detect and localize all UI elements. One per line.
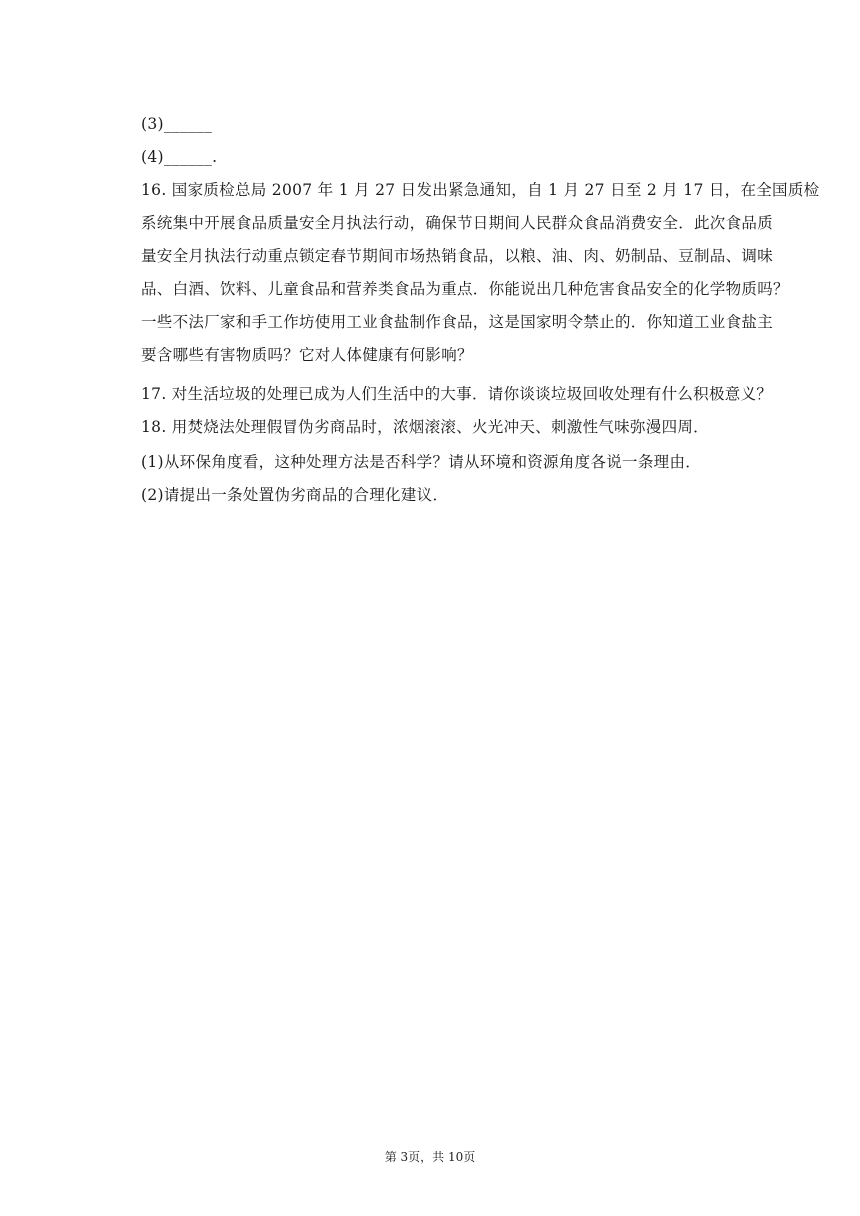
question-18-stem: 18. 用焚烧法处理假冒伪劣商品时，浓烟滚滚、火光冲天、刺激性气味弥漫四周． xyxy=(141,418,709,436)
question-16-line: 一些不法厂家和手工作坊使用工业食盐制作食品，这是国家明令禁止的．你知道工业食盐主 xyxy=(141,313,774,331)
answer-blank-3: (3)______ xyxy=(141,115,213,133)
page-number-footer: 第 3页，共 10页 xyxy=(384,1150,476,1164)
question-16-line: 品、白酒、饮料、儿童食品和营养类食品为重点．你能说出几种危害食品安全的化学物质吗？ xyxy=(141,280,789,298)
question-18-part-1: (1)从环保角度看，这种处理方法是否科学？请从环境和资源角度各说一条理由． xyxy=(141,453,702,471)
question-17: 17. 对生活垃圾的处理已成为人们生活中的大事．请你谈谈垃圾回收处理有什么积极意义？ xyxy=(141,385,773,403)
question-18-part-2: (2)请提出一条处置伪劣商品的合理化建议． xyxy=(141,486,449,504)
question-16-line: 16. 国家质检总局 2007 年 1 月 27 日发出紧急通知，自 1 月 27 日至 2 月 17 日，在全国质检 xyxy=(141,181,820,199)
question-16-line: 要含哪些有害物质吗？它对人体健康有何影响？ xyxy=(141,346,473,364)
question-16-line: 量安全月执法行动重点锁定春节期间市场热销食品，以粮、油、肉、奶制品、豆制品、调味 xyxy=(141,247,774,265)
question-16-line: 系统集中开展食品质量安全月执法行动，确保节日期间人民群众食品消费安全．此次食品质 xyxy=(141,214,774,232)
answer-blank-4: (4)______. xyxy=(141,148,218,166)
